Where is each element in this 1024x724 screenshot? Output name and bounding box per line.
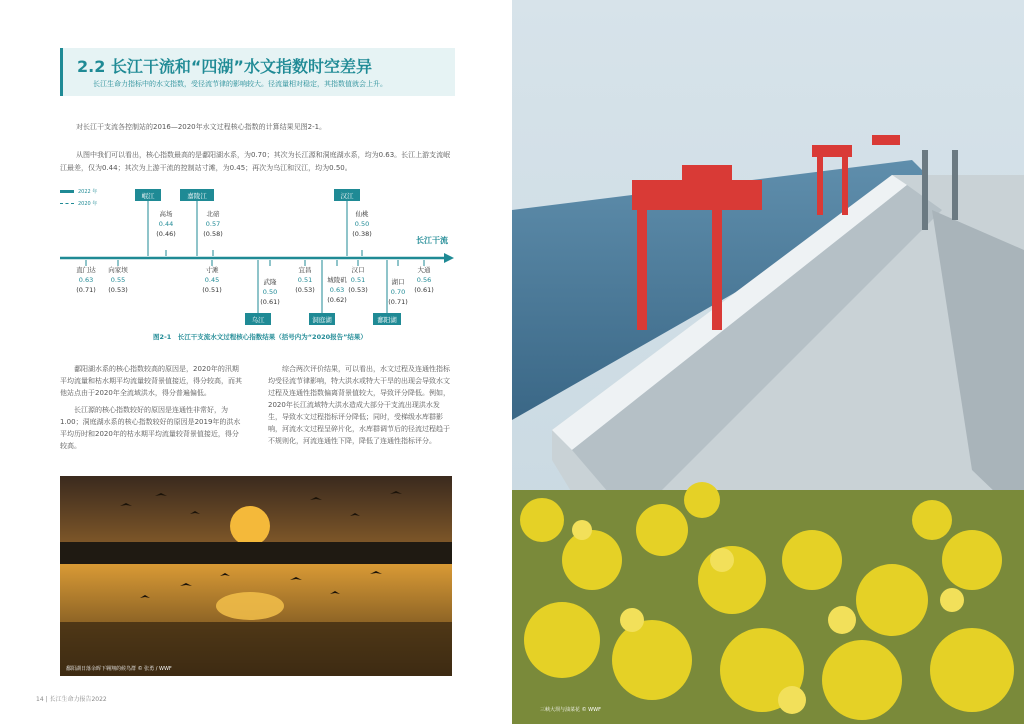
legend-2020-label: 2020 年 — [78, 201, 98, 207]
tributary-label-dongtinghu: 洞庭湖 — [312, 316, 332, 324]
station-name: 城陵矶 — [327, 276, 347, 284]
tributary-label-wujiang: 乌江 — [251, 316, 265, 324]
tributary-label-hanjiang: 汉江 — [340, 192, 354, 200]
station-value-2022: 0.56 — [416, 276, 432, 284]
station-value-2022: 0.50 — [354, 220, 370, 228]
station-value-2020: (0.38) — [352, 230, 372, 238]
station-value-2020: (0.71) — [388, 298, 408, 306]
station-name: 高场 — [159, 210, 173, 218]
station-name: 直门达 — [76, 266, 96, 274]
station-value-2020: (0.71) — [76, 286, 96, 294]
station-value-2020: (0.58) — [203, 230, 223, 238]
station-name: 宜昌 — [298, 266, 312, 274]
station-name: 向家坝 — [108, 266, 128, 274]
photo-credit-left: 鄱阳湖日落余晖下翱翔的候鸟群 © 张勇 / WWF — [66, 666, 172, 672]
station-value-2020: (0.62) — [327, 296, 347, 304]
station-name: 武隆 — [263, 278, 277, 286]
station-value-2020: (0.53) — [295, 286, 315, 294]
main-stream-arrow — [444, 253, 454, 263]
sunset-birds-photo — [60, 476, 452, 676]
station-name: 仙桃 — [355, 210, 369, 218]
tributary-label-jialingjiang: 嘉陵江 — [187, 192, 207, 200]
station-name: 寸滩 — [205, 266, 219, 274]
section-title: 2.2 长江干流和“四湖”水文指数时空差异 — [77, 57, 372, 76]
section-subtitle: 长江生命力指标中的水文指数，受径流节律的影响较大。径流量相对稳定，其指数值就会上升。 — [93, 80, 387, 88]
station-value-2022: 0.55 — [110, 276, 126, 284]
station-value-2020: (0.61) — [260, 298, 280, 306]
figure-caption: 图2-1 长江干支流水文过程核心指数结果（括号内为“2020报告”结果） — [153, 333, 367, 341]
text-column-right — [268, 363, 452, 452]
station-value-2022: 0.57 — [205, 220, 221, 228]
station-value-2022: 0.70 — [390, 288, 406, 296]
station-value-2020: (0.61) — [414, 286, 434, 294]
legend-2022-label: 2022 年 — [78, 189, 98, 195]
intro-paragraph-1: 对长江干支流各控制站的2016—2020年水文过程核心指数的计算结果见图2-1。 — [76, 123, 327, 131]
page-footer: 14 | 长江生命力报告2022 — [36, 696, 107, 703]
station-value-2022: 0.51 — [350, 276, 366, 284]
station-value-2022: 0.50 — [262, 288, 278, 296]
photo-credit-right: 三峡大坝与油菜花 © WWF — [540, 707, 601, 713]
three-gorges-dam-photo — [512, 0, 1024, 724]
station-value-2020: (0.46) — [156, 230, 176, 238]
station-name: 汉口 — [351, 266, 365, 274]
station-name: 北碚 — [206, 210, 220, 218]
station-value-2022: 0.63 — [329, 286, 345, 294]
left-paragraph-1: 鄱阳湖水系的核心指数较高的原因是，2020年的汛期平均流量和枯水期平均流量较背景值接近，得分较高，而其他站点由于2020年全流域洪水，得分普遍偏低。 — [60, 365, 242, 397]
intro-paragraph-2: 从图中我们可以看出，核心指数最高的是鄱阳湖水系，为0.70；其次为长江源和洞庭湖水系，均为0.63。长江上游支流岷江最差，仅为0.44；其次为上游干流的控制站寸滩，为0.45；再次为乌江和汉江，均为0.50。 — [60, 151, 451, 172]
river-index-diagram — [60, 180, 460, 330]
main-stream-label: 长江干流 — [416, 236, 448, 245]
text-column-left — [60, 363, 244, 457]
tributary-label-poyanghu: 鄱阳湖 — [377, 316, 397, 324]
station-value-2020: (0.53) — [108, 286, 128, 294]
station-name: 大通 — [417, 266, 431, 274]
station-value-2022: 0.44 — [158, 220, 174, 228]
station-value-2020: (0.53) — [348, 286, 368, 294]
station-value-2022: 0.51 — [297, 276, 313, 284]
right-paragraph-1: 综合两次评价结果，可以看出，水文过程及连通性指标均受径流节律影响，特大洪水或特大干旱的出现会导致水文过程及连通性指数偏离背景值较大，导致评分降低。例如，2020年长江流域特大洪水造成大部分干支流出现洪水发生，导致水文过程指标评分降低；同时，受梯级水库群影响，河流水文过程呈碎片化，水库群调节后的径流过程趋于不规则化，河流连通性下降，降低了连通性指标评分。 — [268, 365, 450, 445]
station-value-2022: 0.45 — [204, 276, 220, 284]
station-name: 湖口 — [391, 278, 405, 286]
left-paragraph-2: 长江源的核心指数较好的原因是连通性非常好，为1.00；洞庭湖水系的核心指数较好的原因是2019年的洪水平均历时和2020年的枯水期平均流量较背景值接近，得分较高。 — [60, 406, 241, 450]
station-value-2020: (0.51) — [202, 286, 222, 294]
right-page — [512, 0, 1024, 724]
section-title-band — [60, 48, 455, 96]
station-value-2022: 0.63 — [78, 276, 94, 284]
tributary-label-minjiang: 岷江 — [141, 192, 155, 200]
